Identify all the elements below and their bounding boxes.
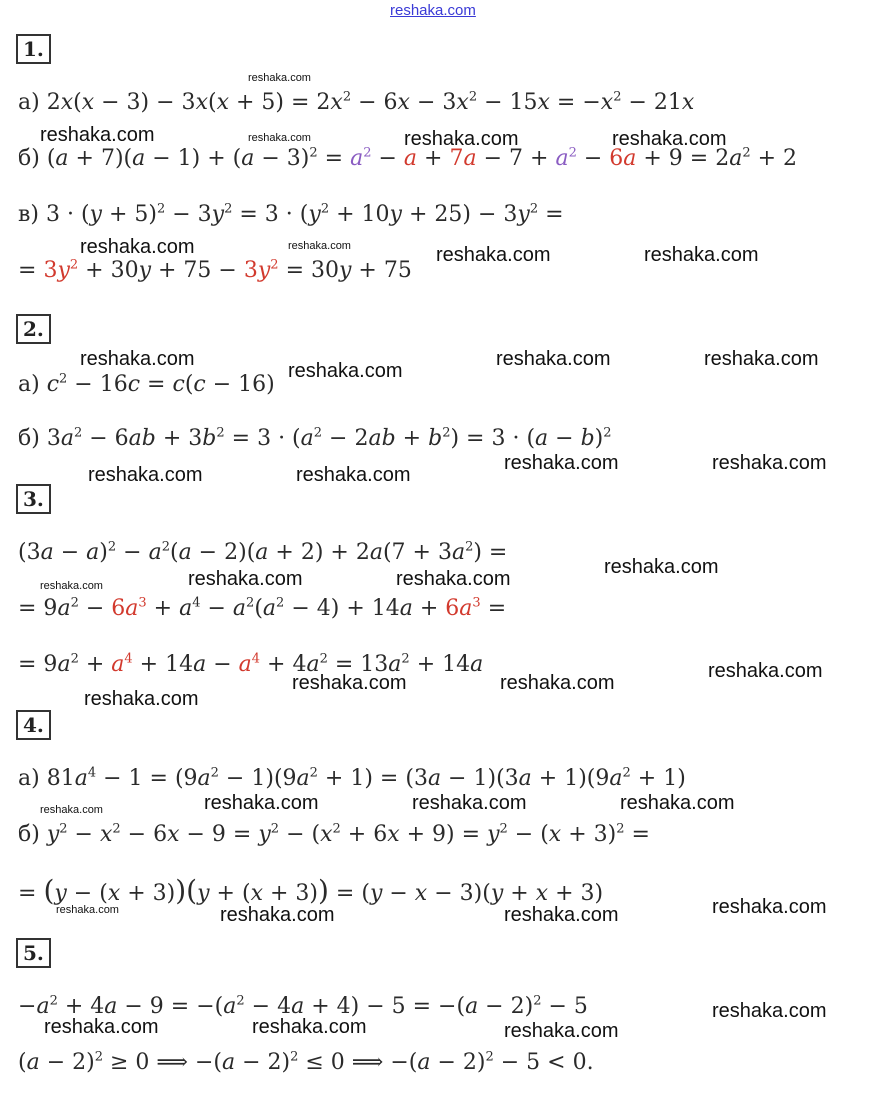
watermark: reshaka.com	[44, 1016, 159, 1038]
watermark: reshaka.com	[80, 236, 195, 258]
watermark: reshaka.com	[496, 348, 611, 370]
label-b: б)	[18, 426, 40, 451]
problem-3-line3: = $9a^2 + a^4 + 14a - a^4 + 4a^2 = 13a^2 + 14a$	[18, 651, 484, 677]
watermark-small: reshaka.com	[248, 72, 311, 84]
watermark: reshaka.com	[84, 688, 199, 710]
section-number-4: 4.	[16, 710, 51, 740]
watermark: reshaka.com	[80, 348, 195, 370]
watermark: reshaka.com	[604, 556, 719, 578]
label-v: в)	[18, 202, 39, 227]
problem-3-line1: $(3a - a)^2 - a^2(a - 2)(a + 2) + 2a(7 + 3a^2)$ =	[18, 539, 508, 565]
section-number-5: 5.	[16, 938, 51, 968]
watermark: reshaka.com	[612, 128, 727, 150]
watermark: reshaka.com	[708, 660, 823, 682]
watermark: reshaka.com	[88, 464, 203, 486]
problem-5-line2: $(a - 2)^2 \ge 0$ ⟹ $-(a - 2)^2 \le 0$ ⟹ $-(a - 2)^2 - 5 < 0$.	[18, 1049, 594, 1075]
watermark: reshaka.com	[436, 244, 551, 266]
watermark: reshaka.com	[504, 904, 619, 926]
problem-1a: а) $2x(x - 3) - 3x(x + 5) = 2x^2 - 6x - 3x^2 - 15x = -x^2 - 21x$	[18, 89, 695, 115]
problem-3-line2: = $9a^2 - 6a^3 + a^4 - a^2(a^2 - 4) + 14a + 6a^3$ =	[18, 595, 507, 621]
problem-1v-line1: в) $3 \cdot (y + 5)^2 - 3y^2 = 3 \cdot (y^2 + 10y + 25) - 3y^2$ =	[18, 201, 564, 227]
problem-4b-line1: б) $y^2 - x^2 - 6x - 9 = y^2 - (x^2 + 6x + 9) = y^2 - (x + 3)^2$ =	[18, 821, 650, 847]
problem-4b-line2: = (y − (x + 3))(y + (x + 3)) = (y − x − 3)(y + x + 3)	[18, 874, 604, 907]
watermark-small: reshaka.com	[40, 804, 103, 816]
watermark: reshaka.com	[712, 452, 827, 474]
site-link[interactable]: reshaka.com	[390, 2, 476, 19]
label-a: а)	[18, 372, 40, 397]
watermark-small: reshaka.com	[288, 240, 351, 252]
label-a: а)	[18, 766, 40, 791]
watermark: reshaka.com	[500, 672, 615, 694]
label-b: б)	[18, 146, 40, 171]
problem-2b: б) $3a^2 - 6ab + 3b^2 = 3 \cdot (a^2 - 2ab + b^2) = 3 \cdot (a - b)^2$	[18, 425, 612, 451]
section-number-2: 2.	[16, 314, 51, 344]
problem-2a: а) $c^2 - 16c = c(c - 16)$	[18, 371, 275, 397]
watermark: reshaka.com	[252, 1016, 367, 1038]
watermark-small: reshaka.com	[56, 904, 119, 916]
watermark: reshaka.com	[204, 792, 319, 814]
watermark: reshaka.com	[288, 360, 403, 382]
watermark: reshaka.com	[220, 904, 335, 926]
watermark: reshaka.com	[712, 896, 827, 918]
watermark-small: reshaka.com	[40, 580, 103, 592]
watermark: reshaka.com	[704, 348, 819, 370]
watermark: reshaka.com	[396, 568, 511, 590]
watermark: reshaka.com	[712, 1000, 827, 1022]
watermark: reshaka.com	[644, 244, 759, 266]
watermark: reshaka.com	[40, 124, 155, 146]
problem-1b: б) $(a + 7)(a - 1) + (a - 3)^2 = a^2 - a + 7a - 7 + a^2 - 6a + 9 = 2a^2 + 2$	[18, 145, 798, 171]
watermark: reshaka.com	[404, 128, 519, 150]
watermark: reshaka.com	[412, 792, 527, 814]
watermark: reshaka.com	[504, 452, 619, 474]
watermark: reshaka.com	[620, 792, 735, 814]
watermark-small: reshaka.com	[248, 132, 311, 144]
watermark: reshaka.com	[296, 464, 411, 486]
label-b: б)	[18, 822, 40, 847]
problem-5-line1: $-a^2 + 4a - 9 = -(a^2 - 4a + 4) - 5 = -(a - 2)^2 - 5$	[18, 993, 588, 1019]
section-number-1: 1.	[16, 34, 51, 64]
problem-1v-line2: = $3y^2 + 30y + 75 - 3y^2 = 30y + 75$	[18, 257, 412, 283]
watermark: reshaka.com	[504, 1020, 619, 1042]
label-a: а)	[18, 90, 40, 115]
problem-4a: а) $81a^4 - 1 = (9a^2 - 1)(9a^2 + 1) = (3a - 1)(3a + 1)(9a^2 + 1)$	[18, 765, 686, 791]
watermark: reshaka.com	[292, 672, 407, 694]
watermark: reshaka.com	[188, 568, 303, 590]
section-number-3: 3.	[16, 484, 51, 514]
